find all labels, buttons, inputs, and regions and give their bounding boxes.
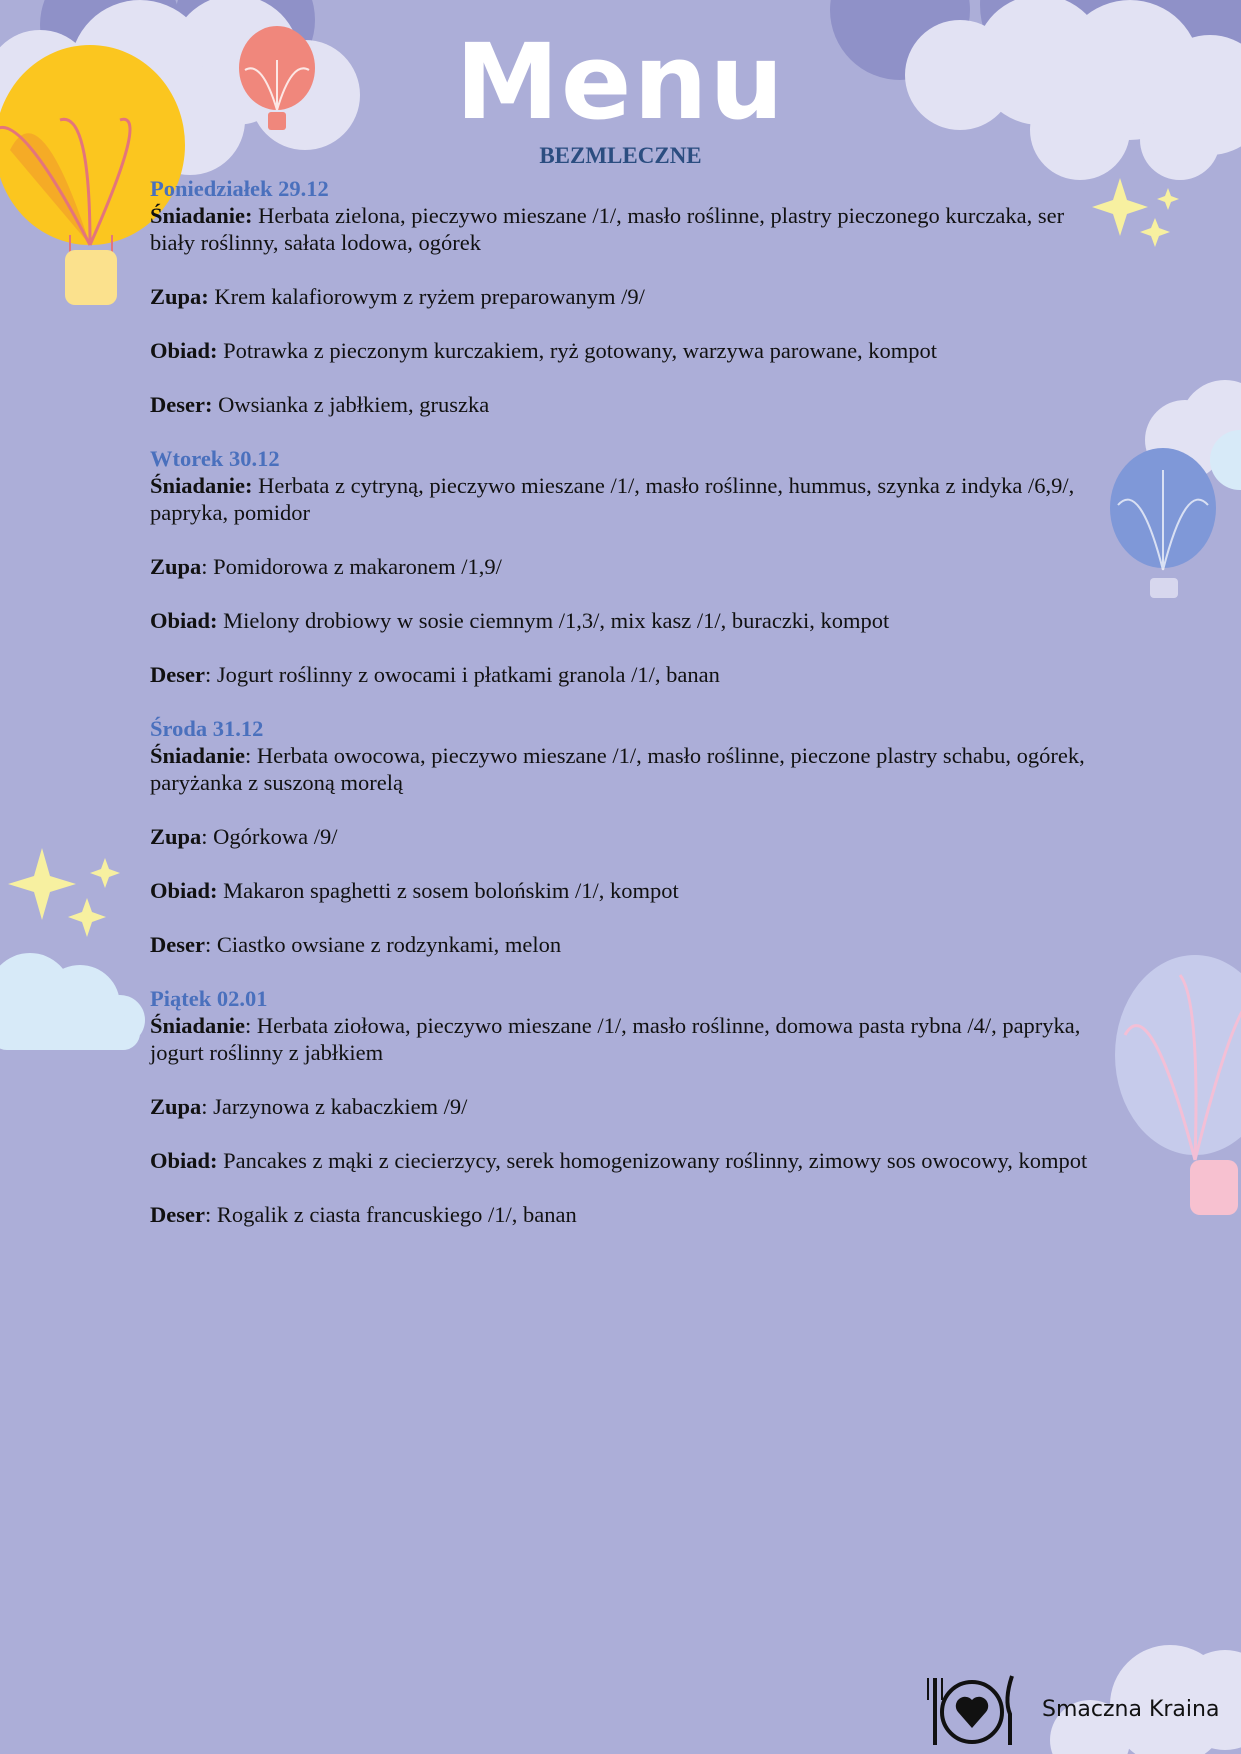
meal-item	[150, 1201, 1110, 1228]
day-title: Piątek 02.01	[150, 986, 268, 1011]
day-title: Wtorek 30.12	[150, 446, 280, 471]
page-title: Menu	[455, 21, 786, 143]
day-section	[150, 715, 1110, 958]
meal-text: Owsianka z jabłkiem, gruszka	[212, 392, 490, 417]
meal-text: Krem kalafiorowym z ryżem preparowanym /9/	[208, 284, 645, 309]
meal-text: : Rogalik z ciasta francuskiego /1/, banan	[204, 1202, 577, 1227]
meal-label: Zupa:	[150, 284, 209, 309]
meal-label: Deser	[150, 932, 205, 957]
logo-icon	[928, 1676, 1012, 1745]
meal-text: : Herbata owocowa, pieczywo mieszane /1/, masło roślinne, pieczone plastry schabu, ogórek, paryżanka z suszoną morelą	[150, 743, 1085, 795]
meal-label: Obiad:	[150, 338, 218, 363]
meal-item	[150, 877, 1110, 904]
meal-item	[150, 553, 1110, 580]
meal-text: : Ogórkowa /9/	[201, 824, 338, 849]
meal-label: Śniadanie:	[150, 473, 253, 498]
page-subtitle: BEZMLECZNE	[539, 143, 702, 168]
meal-text: Herbata zielona, pieczywo mieszane /1/, masło roślinne, plastry pieczonego kurczaka, ser biały roślinny, sałata lodowa, ogórek	[150, 203, 1065, 255]
meal-text: Potrawka z pieczonym kurczakiem, ryż gotowany, warzywa parowane, kompot	[217, 338, 938, 363]
stars-left-icon	[8, 848, 120, 937]
meal-item	[150, 823, 1110, 850]
balloon-pink-icon	[1115, 955, 1241, 1215]
meal-item	[150, 607, 1110, 634]
meal-text: Herbata z cytryną, pieczywo mieszane /1/, masło roślinne, hummus, szynka z indyka /6,9/, papryka, pomidor	[150, 473, 1075, 525]
meal-label: Deser:	[150, 392, 213, 417]
meal-label: Śniadanie	[150, 1013, 246, 1038]
meal-item	[150, 202, 1110, 256]
meal-text: : Pomidorowa z makaronem /1,9/	[201, 554, 502, 579]
meal-text: : Jogurt roślinny z owocami i płatkami granola /1/, banan	[204, 662, 720, 687]
meal-text: : Jarzynowa z kabaczkiem /9/	[201, 1094, 468, 1119]
meal-label: Zupa	[150, 1094, 202, 1119]
day-title: Poniedziałek 29.12	[150, 176, 329, 201]
day-section	[150, 175, 1110, 418]
meal-item	[150, 742, 1110, 796]
cloud-left-icon	[0, 953, 145, 1050]
meal-label: Obiad:	[150, 1148, 218, 1173]
meal-item	[150, 1093, 1110, 1120]
menu-content	[150, 175, 1110, 1255]
meal-item	[150, 1147, 1110, 1174]
day-section	[150, 445, 1110, 688]
meal-item	[150, 283, 1110, 310]
day-title: Środa 31.12	[150, 716, 264, 741]
meal-text: Makaron spaghetti z sosem bolońskim /1/, kompot	[217, 878, 679, 903]
meal-item	[150, 1012, 1110, 1066]
meal-item	[150, 391, 1110, 418]
meal-text: Pancakes z mąki z ciecierzycy, serek homogenizowany roślinny, zimowy sos owocowy, kompot	[217, 1148, 1088, 1173]
meal-label: Śniadanie	[150, 743, 246, 768]
meal-item	[150, 337, 1110, 364]
meal-label: Deser	[150, 662, 205, 687]
day-section	[150, 985, 1110, 1228]
meal-label: Obiad:	[150, 608, 218, 633]
meal-text: : Herbata ziołowa, pieczywo mieszane /1/, masło roślinne, domowa pasta rybna /4/, papryka, jogurt roślinny z jabłkiem	[150, 1013, 1081, 1065]
balloon-blue-icon	[1110, 380, 1241, 598]
meal-label: Zupa	[150, 554, 202, 579]
logo-text: Smaczna Kraina	[1042, 1697, 1220, 1722]
meal-item	[150, 472, 1110, 526]
meal-label: Śniadanie:	[150, 203, 253, 228]
meal-label: Zupa	[150, 824, 202, 849]
meal-label: Obiad:	[150, 878, 218, 903]
meal-item	[150, 931, 1110, 958]
meal-item	[150, 661, 1110, 688]
meal-text: Mielony drobiowy w sosie ciemnym /1,3/, mix kasz /1/, buraczki, kompot	[217, 608, 890, 633]
meal-label: Deser	[150, 1202, 205, 1227]
meal-text: : Ciastko owsiane z rodzynkami, melon	[204, 932, 562, 957]
